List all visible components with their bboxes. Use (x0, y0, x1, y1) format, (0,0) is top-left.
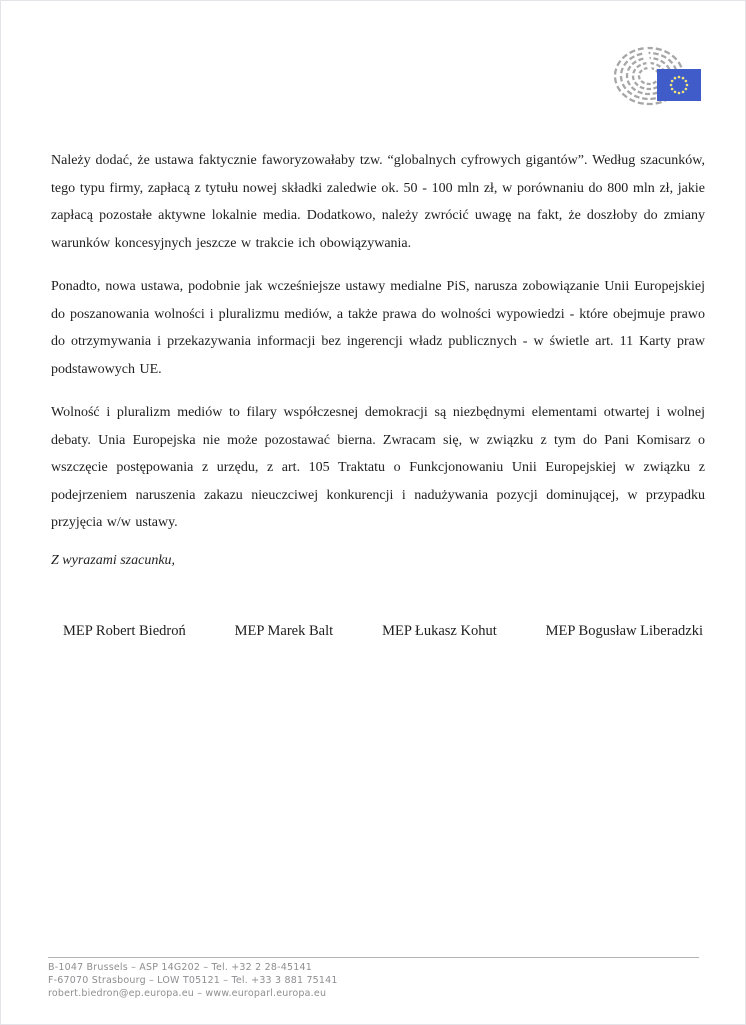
letterhead-footer (48, 957, 699, 1000)
paragraph-request-to-commissioner: Wolność i pluralizm mediów to filary współczesnej demokracji są niezbędnymi elementami otwartej i wolnej debaty. Unia Europejska nie może pozostawać bierna. Zwracam się, w związku z tym do Pani Komisarz o wszczęcie postępowania z urzędu, z art. 105 Traktatu o Funkcjonowaniu Unii Europejskiej w związku z podejrzeniem naruszenia zakazu nieuczciwej konkurencji i nadużywania pozycji dominującej, w przypadku przyjęcia w/w ustawy. (51, 405, 705, 530)
signatory-name: MEP Robert Biedroń (63, 622, 186, 639)
european-parliament-logo-svg (607, 45, 703, 107)
closing-salutation: Z wyrazami szacunku, (51, 552, 176, 568)
signatories-row (51, 623, 705, 640)
letter-body (51, 147, 705, 640)
footer-address-brussels: B-1047 Brussels – ASP 14G202 – Tel. +32 2 28-45141 (48, 962, 312, 973)
paragraph-tax-impact: Należy dodać, że ustawa faktycznie faworyzowałaby tzw. “globalnych cyfrowych gigantów”. Według szacunków, tego typu firmy, zapłacą z tytułu nowej składki zaledwie ok. 50 - 100 mln zł, w porównaniu do 800 mln zł, jakie zapłacą pozostałe aktywne lokalnie media. Dodatkowo, należy zwrócić uwagę na fakt, że doszłoby do zmiany warunków koncesyjnych jeszcze w trakcie ich obowiązywania. (51, 153, 705, 251)
signatory-name: MEP Łukasz Kohut (382, 622, 497, 639)
footer-address-strasbourg: F-67070 Strasbourg – LOW T05121 – Tel. +33 3 881 75141 (48, 975, 338, 986)
paragraph-eu-obligations: Ponadto, nowa ustawa, podobnie jak wcześniejsze ustawy medialne PiS, narusza zobowiązanie Unii Europejskiej do poszanowania wolności i pluralizmu mediów, a także prawa do wolności wypowiedzi - które obejmuje prawo do otrzymywania i przekazywania informacji bez ingerencji władz publicznych - w świetle art. 11 Karty praw podstawowych UE. (51, 279, 705, 377)
eu-flag-icon (657, 69, 701, 101)
signatory-name: MEP Marek Balt (234, 622, 334, 639)
european-parliament-logo (607, 45, 703, 107)
signatory-name: MEP Bogusław Liberadzki (545, 622, 703, 639)
footer-email-web: robert.biedron@ep.europa.eu – www.europarl.europa.eu (48, 988, 327, 999)
